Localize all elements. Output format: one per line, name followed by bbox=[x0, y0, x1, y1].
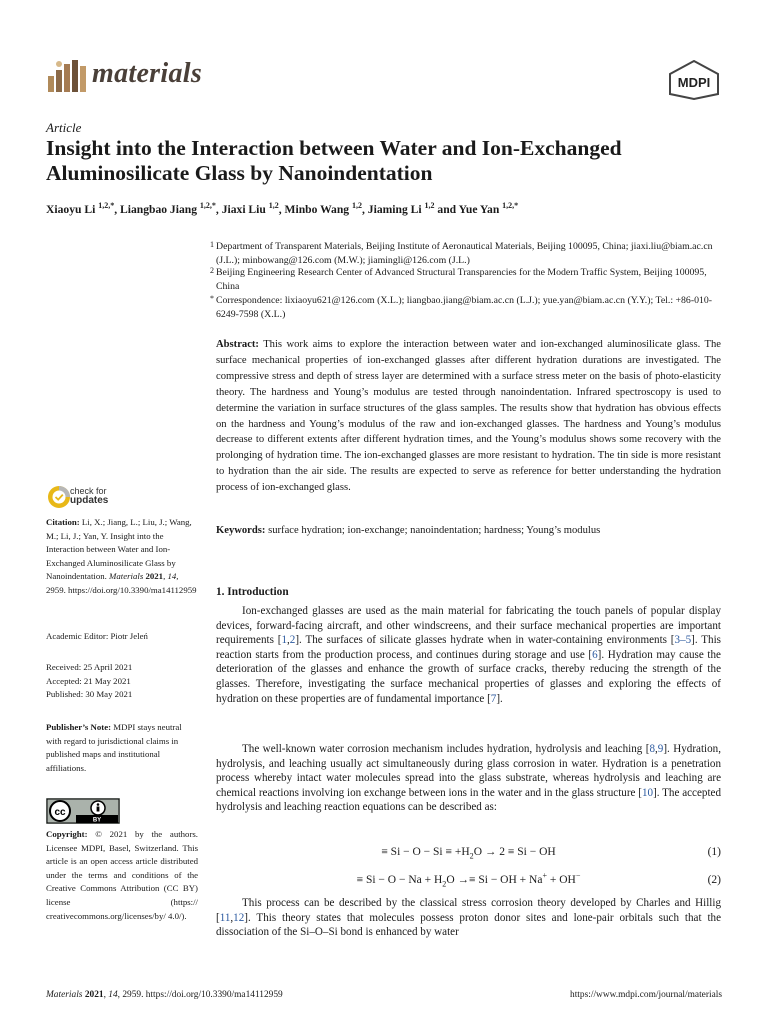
author-affiliation-mark: 1,2,* bbox=[199, 201, 216, 211]
body-paragraph: The well-known water corrosion mechanism includes hydration, hydrolysis and leaching [8,9]. Hydration, hydrolysis, and leaching usually act simultaneously during glass corrosion in water. Hydration is a penetration process whereby intact water molecules spread into the glass substrate, whereas hydrolysis and leaching are chemical reactions involving ion exchange between ions in the water and in the glass structure [10]. The accepted hydrolysis and leaching reaction equations can be described as: bbox=[216, 743, 722, 814]
author-name: Jiaxi Liu bbox=[221, 203, 266, 216]
equation-number: (1) bbox=[707, 846, 721, 858]
author-list: Xiaoyu Li $^{1,2,*}$, Liangbao Jiang $^{1,2,*}$, Jiaxi Liu $^{1,2}$, Minbo Wang $^{1,2}$, Jiaming Li $^{1,2}$ and Yue Yan $^{1,2,*}$ bbox=[46, 201, 519, 216]
published-date: Published: 30 May 2021 bbox=[46, 689, 133, 700]
footer-citation: Materials 2021, 14, 2959. https://doi.org/10.3390/ma14112959 bbox=[46, 990, 283, 1000]
author-name: Minbo Wang bbox=[284, 203, 350, 216]
correspondence: * Correspondence: lixiaoyu621@126.com (X.L.); liangbao.jiang@biam.ac.cn (L.J.); yue.yan@biam.ac.cn (Y.Y.); Tel.: +86-010-6249-7598 (X.L.) bbox=[210, 294, 713, 320]
affiliation-1: 1 Department of Transparent Materials, Beijing Institute of Aeronautical Materials, Beijing 100095, China; jiaxi.liu@biam.ac.cn (J.L.); minbowang@126.com (M.W.); jiamingli@126.com (J.L.) bbox=[210, 240, 713, 266]
check-for-updates-button[interactable] bbox=[46, 484, 126, 512]
author-name: Jiaming Li bbox=[367, 203, 422, 216]
abstract bbox=[216, 337, 721, 496]
mdpi-logo-icon[interactable] bbox=[668, 60, 720, 100]
body-paragraph: This process can be described by the classical stress corrosion theory developed by Charles and Hillig [11,12]. This theory states that molecules possess proton donor sites and lone-pair orbitals such that the dissociation of the Si–O–Si bond is enhanced by water bbox=[216, 897, 721, 939]
equation-1 bbox=[216, 846, 721, 862]
reference-link[interactable]: 6 bbox=[592, 648, 598, 661]
affiliation-marker: 2 bbox=[210, 266, 214, 275]
citation-volume: 14 bbox=[167, 571, 177, 582]
author-affiliation-mark: 1,2,* bbox=[98, 201, 115, 211]
journal-name: materials bbox=[92, 58, 203, 89]
cc-by-license-icon[interactable] bbox=[46, 798, 120, 824]
reference-link[interactable]: 11 bbox=[219, 911, 231, 924]
author-name: Xiaoyu Li bbox=[46, 203, 96, 216]
affiliation-marker: * bbox=[210, 294, 214, 303]
author-affiliation-mark: 1,2,* bbox=[502, 201, 519, 211]
citation-journal: Materials bbox=[109, 571, 144, 582]
copyright-label: Copyright: bbox=[46, 829, 88, 839]
author-name: Yue Yan bbox=[458, 203, 500, 216]
reference-link[interactable]: 7 bbox=[490, 692, 497, 705]
check-updates-text: check for updates bbox=[70, 486, 109, 506]
accepted-date: Accepted: 21 May 2021 bbox=[46, 675, 131, 686]
article-title: Insight into the Interaction between Water and Ion-Exchanged Aluminosilicate Glass by Nanoindentation bbox=[46, 136, 622, 185]
author-affiliation-mark: 1,2 bbox=[268, 201, 279, 211]
reference-link[interactable]: 2 bbox=[289, 634, 296, 647]
equation-expression: ≡ $Si - O - Na + H_2O \to\equiv Si$ − OH + Na+ + OH− bbox=[356, 871, 581, 889]
svg-text:MDPI: MDPI bbox=[677, 75, 711, 90]
author-affiliation-mark: 1,2 bbox=[352, 201, 362, 211]
reference-link[interactable]: 9 bbox=[657, 743, 664, 755]
citation-label: Citation: bbox=[46, 517, 80, 527]
footer-journal-url[interactable]: https://www.mdpi.com/journal/materials bbox=[570, 990, 722, 1000]
article-type: Article bbox=[46, 120, 82, 135]
keywords bbox=[216, 525, 721, 536]
citation-year: 2021 bbox=[145, 571, 164, 582]
check-updates-icon bbox=[46, 484, 72, 510]
reference-link[interactable]: 3–5 bbox=[674, 634, 692, 647]
svg-text:BY: BY bbox=[92, 817, 102, 824]
reference-link[interactable]: 1 bbox=[281, 634, 287, 647]
keywords-text: surface hydration; ion-exchange; nanoindentation; hardness; Young’s modulus bbox=[268, 525, 601, 536]
abstract-label: Abstract: bbox=[216, 339, 259, 350]
citation-doi: , 2959. https://doi.org/10.3390/ma14112959 bbox=[46, 571, 197, 595]
section-heading: 1. Introduction bbox=[216, 586, 289, 598]
received-date: Received: 25 April 2021 bbox=[46, 662, 133, 672]
body-paragraph: Ion-exchanged glasses are used as the main material for fabricating the touch panels of popular display devices, forward-facing aircraft, and other windscreens, and their surface mechanical properties are important requirements [1,2]. The surfaces of silicate glasses hydrate when in water-containing environments [3–5]. This reaction starts from the production process, and continues during storage and use [6]. Hydration may cause the deterioration of the glasses and enhance the growth of surface cracks, thereby reducing the strength of the glasses. Therefore, investigating the surface mechanical properties of glasses and exploring the effects of hydration on these properties are of fundamental importance [7]. bbox=[216, 605, 721, 705]
svg-text:cc: cc bbox=[54, 807, 66, 818]
reference-link[interactable]: 8 bbox=[649, 743, 656, 755]
publisher-note-label: Publisher’s Note: bbox=[46, 722, 112, 732]
equation-2 bbox=[216, 871, 721, 890]
equation-number: (2) bbox=[707, 874, 721, 886]
abstract-text: This work aims to explore the interaction between water and ion-exchanged aluminosilicate glass. The surface mechanical properties of ion-exchanged glasses after different hydration durations are investigated. The compressive stress and depth of stress layer are determined with a surface stress meter on the basis of photo-elasticity theory. The hardness and Young’s modulus are tested through nanoindentation. Infrared spectroscopy is used to determine the variation in surface structures of the glass samples. The results show that hydration has obvious effects on the hardness and Young’s modulus of the raw and ion-exchanged glasses. The hardness and Young’s modulus decrease to different extents after different hydration times, and the Young’s modulus shows some recovery with the prolonging of hydration time. The ion-exchanged glasses are more resistant to hydration. The tin side is more resistant to hydration than the air side. The results are expected to serve as reference for better understanding the hydration process of ion-exchanged glass. bbox=[216, 339, 721, 494]
author-affiliation-mark: 1,2 bbox=[424, 201, 435, 211]
academic-editor: Academic Editor: Piotr Jeleń bbox=[46, 631, 148, 641]
copyright-notice: Copyright: © 2021 by the authors. Licensee MDPI, Basel, Switzerland. This article is an open access article distributed under the terms and conditions of the Creative Commons Attribution (CC BY) license (https:// creativecommons.org/licenses/by/ 4.0/). bbox=[46, 829, 199, 921]
publication-dates bbox=[46, 661, 198, 702]
reference-link[interactable]: 12 bbox=[233, 911, 245, 924]
journal-logo-icon bbox=[46, 56, 88, 94]
affiliation-marker: 1 bbox=[210, 240, 214, 249]
equation-expression: ≡ $Si - O - Si \equiv +H_2O \to 2 \equiv Si$ − OH bbox=[381, 846, 556, 861]
citation-block: Citation: Li, X.; Jiang, L.; Liu, J.; Wang, M.; Li, J.; Yan, Y. Insight into the Interaction between Water and Ion-Exchanged Aluminosilicate Glass by Nanoindentation. Materials 2021, 14, 2959. https://doi.org/10.3390/ma14112959 bbox=[46, 517, 197, 595]
affiliation-2: 2 Beijing Engineering Research Center of Advanced Structural Transparencies for the Modern Traffic System, Beijing 100095, China bbox=[210, 266, 707, 292]
author-name: Liangbao Jiang bbox=[120, 203, 197, 216]
reference-link[interactable]: 10 bbox=[641, 786, 654, 799]
keywords-label: Keywords: bbox=[216, 525, 266, 536]
publisher-note: Publisher’s Note: MDPI stays neutral with regard to jurisdictional claims in published maps and institutional affiliations. bbox=[46, 722, 182, 773]
